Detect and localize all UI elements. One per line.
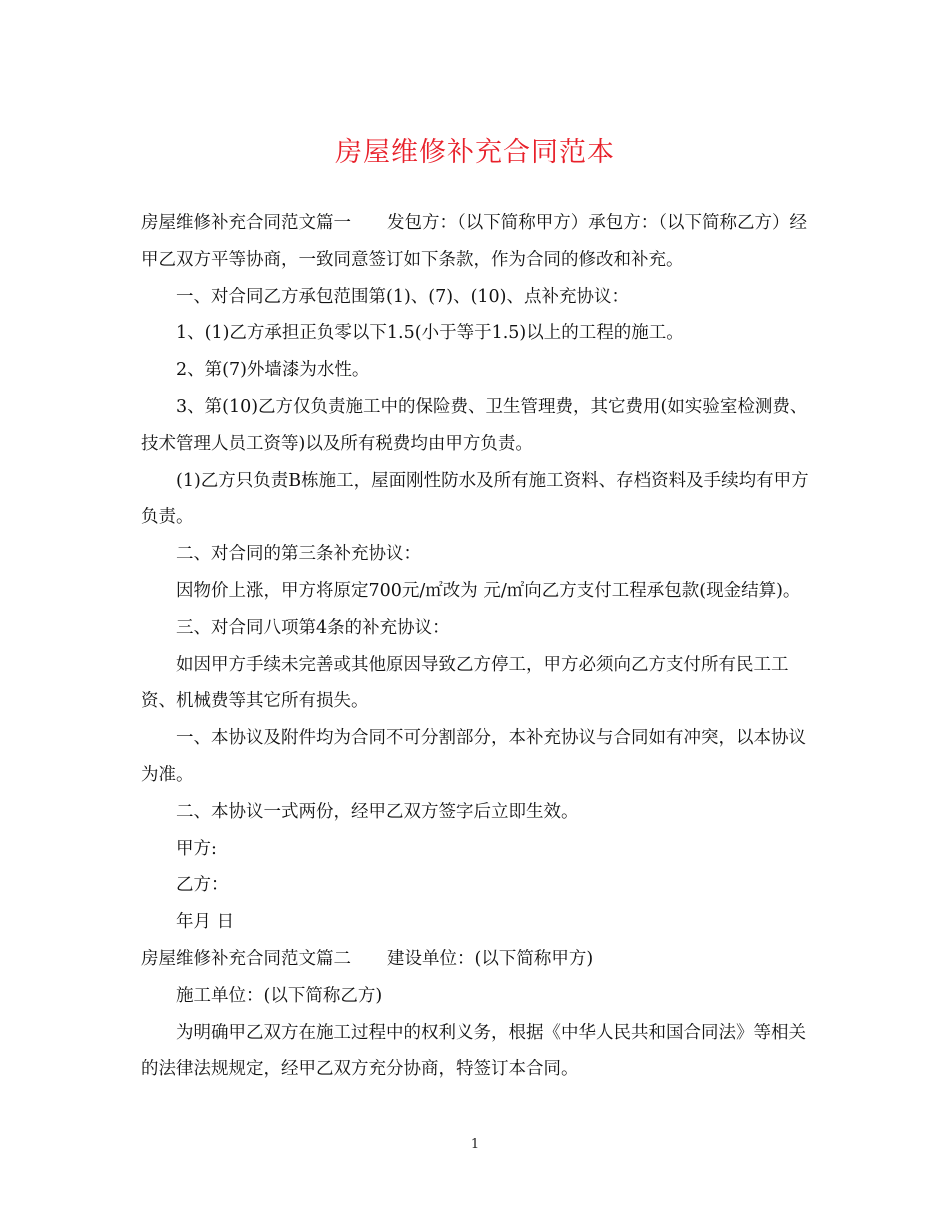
paragraph: 3、第(10)乙方仅负责施工中的保险费、卫生管理费，其它费用(如实验室检测费、技术管理人员工资等)以及所有税费均由甲方负责。 xyxy=(141,396,808,454)
page-number: 1 xyxy=(470,1137,480,1152)
paragraph: 一、对合同乙方承包范围第(1)、(7)、(10)、点补充协议： xyxy=(176,286,629,307)
section-label: 房屋维修补充合同范文篇一 xyxy=(141,213,351,233)
paragraph: 1、(1)乙方承担正负零以下1.5(小于等于1.5)以上的工程的施工。 xyxy=(176,323,684,344)
document-body xyxy=(141,205,813,1088)
document-title: 房屋维修补充合同范本 xyxy=(335,137,615,168)
paragraph: 三、对合同八项第4条的补充协议： xyxy=(176,617,450,638)
paragraph-heading-part2 xyxy=(141,941,813,978)
signature-date: 年月 日 xyxy=(176,912,235,933)
paragraph: 因物价上涨，甲方将原定700元/㎡改为 元/㎡向乙方支付工程承包款(现金结算)。 xyxy=(176,580,801,601)
paragraph: 为明确甲乙双方在施工过程中的权利义务，根据《中华人民共和国合同法》等相关的法律法规规定，经甲乙双方充分协商，特签订本合同。 xyxy=(141,1022,806,1080)
paragraph: 施工单位：(以下简称乙方) xyxy=(176,985,383,1006)
paragraph: 如因甲方手续未完善或其他原因导致乙方停工，甲方必须向乙方支付所有民工工资、机械费等其它所有损失。 xyxy=(141,654,789,712)
paragraph: 一、本协议及附件均为合同不可分割部分，本补充协议与合同如有冲突，以本协议为准。 xyxy=(141,728,806,785)
paragraph-text: 建设单位：(以下简称甲方) xyxy=(387,948,594,969)
section-label: 房屋维修补充合同范文篇二 xyxy=(141,948,351,969)
paragraph: 二、对合同的第三条补充协议： xyxy=(176,544,421,565)
paragraph: (1)乙方只负责B栋施工，屋面刚性防水及所有施工资料、存档资料及手续均有甲方负责。 xyxy=(141,470,809,528)
paragraph: 二、本协议一式两份，经甲乙双方签字后立即生效。 xyxy=(176,801,579,822)
paragraph: 2、第(7)外墙漆为水性。 xyxy=(176,360,370,381)
signature-party-b: 乙方： xyxy=(176,875,229,896)
signature-party-a: 甲方: xyxy=(176,838,217,859)
paragraph-heading-part1 xyxy=(141,205,813,279)
paragraph-text: 发包方：（以下简称甲方）承包方：（以下简称乙方）经甲乙双方平等协商，一致同意签订如下条款，作为合同的修改和补充。 xyxy=(141,213,807,270)
